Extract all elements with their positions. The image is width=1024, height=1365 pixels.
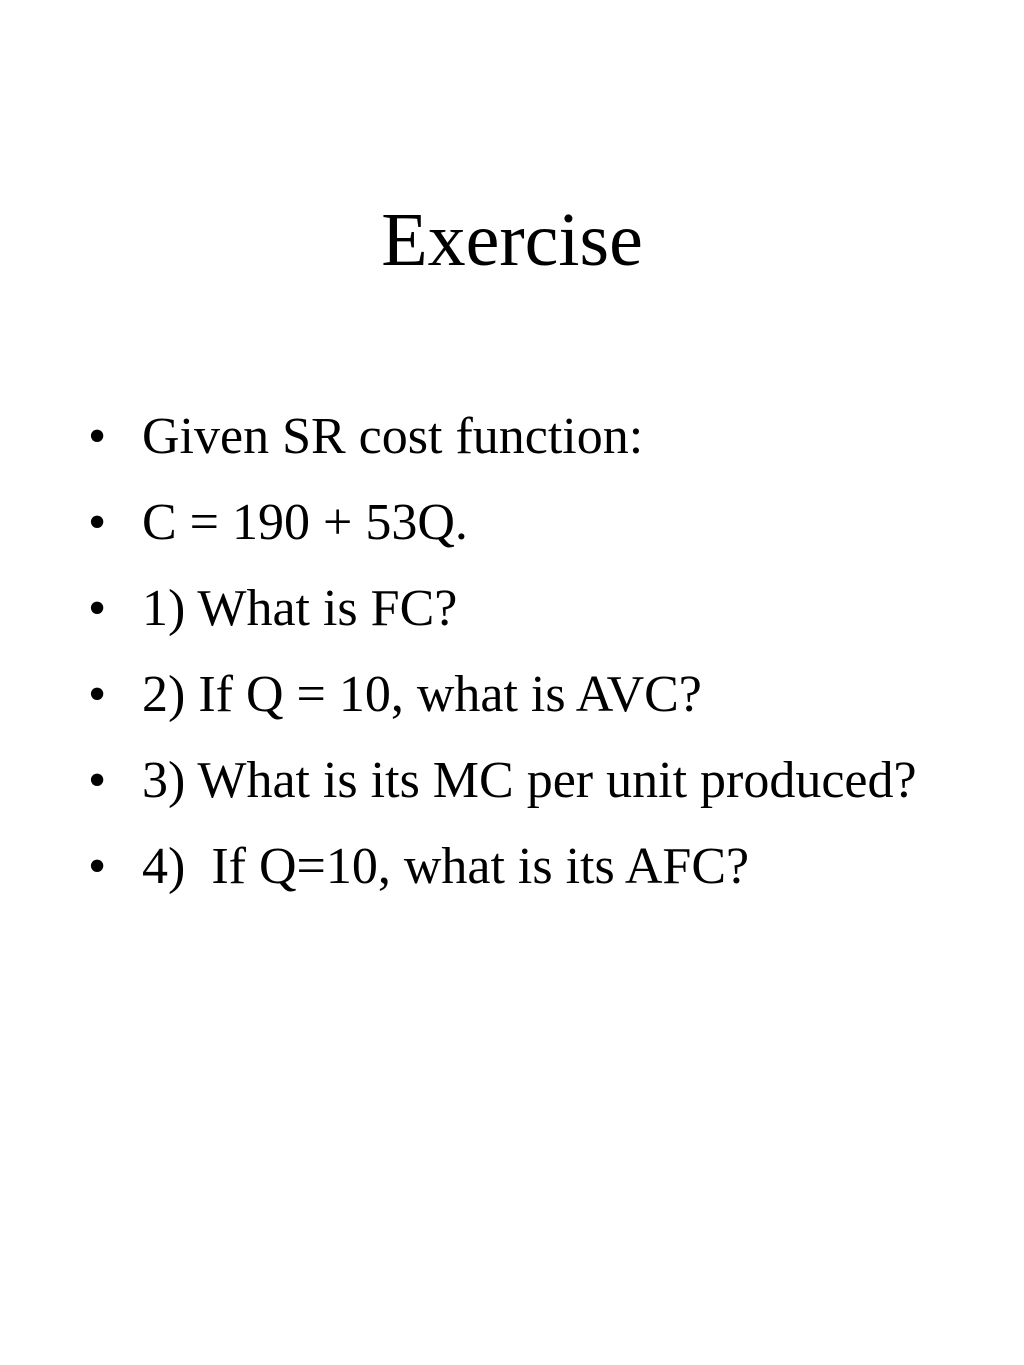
list-item bbox=[88, 486, 968, 560]
list-item-text: C = 190 + 53Q. bbox=[142, 494, 468, 551]
list-item bbox=[88, 572, 968, 646]
bullet-icon: • bbox=[88, 580, 107, 637]
list-item bbox=[88, 744, 968, 818]
bullet-icon: • bbox=[88, 494, 107, 551]
list-item bbox=[88, 400, 968, 474]
list-item-text: 1) What is FC? bbox=[142, 580, 458, 637]
slide-title: Exercise bbox=[381, 198, 643, 282]
list-item bbox=[88, 830, 968, 904]
list-item-text: 4) If Q=10, what is its AFC? bbox=[142, 838, 750, 895]
bullet-list bbox=[88, 400, 968, 916]
bullet-icon: • bbox=[88, 838, 107, 895]
list-item-text: Given SR cost function: bbox=[142, 408, 644, 465]
list-item-text: 3) What is its MC per unit produced? bbox=[142, 752, 917, 809]
bullet-icon: • bbox=[88, 666, 107, 723]
list-item bbox=[88, 658, 968, 732]
bullet-icon: • bbox=[88, 408, 107, 465]
list-item-text: 2) If Q = 10, what is AVC? bbox=[142, 666, 702, 723]
bullet-icon: • bbox=[88, 752, 107, 809]
